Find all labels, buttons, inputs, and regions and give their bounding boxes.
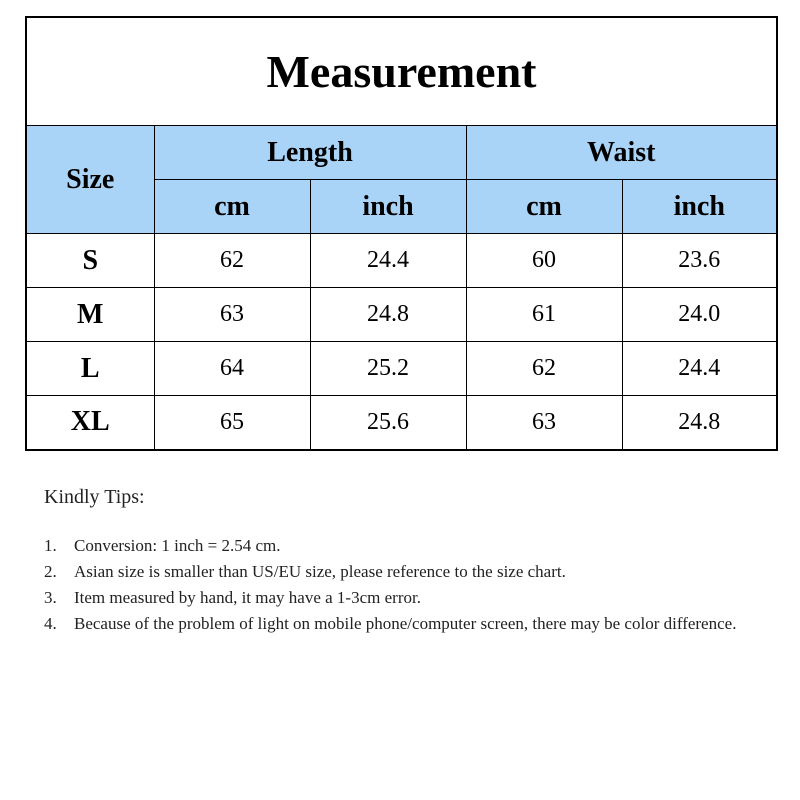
list-item (44, 585, 764, 611)
waist-group-header: Waist (466, 126, 777, 180)
list-item (44, 611, 764, 637)
length-cm-value: 64 (154, 342, 310, 396)
waist-inch-header: inch (622, 180, 777, 234)
table-title: Measurement (26, 17, 777, 126)
waist-cm-header: cm (466, 180, 622, 234)
waist-inch-value: 24.4 (622, 342, 777, 396)
tip-number: 4. (44, 614, 57, 633)
length-cm-value: 65 (154, 396, 310, 450)
length-inch-value: 25.2 (310, 342, 466, 396)
size-label: S (26, 234, 154, 288)
tip-text: Conversion: 1 inch = 2.54 cm. (74, 536, 281, 555)
waist-inch-value: 24.0 (622, 288, 777, 342)
tip-text: Item measured by hand, it may have a 1-3cm error. (74, 588, 421, 607)
kindly-tips-section (44, 486, 764, 637)
length-inch-value: 25.6 (310, 396, 466, 450)
waist-inch-value: 23.6 (622, 234, 777, 288)
length-inch-header: inch (310, 180, 466, 234)
measurement-table (25, 16, 778, 451)
length-cm-header: cm (154, 180, 310, 234)
length-group-header: Length (154, 126, 466, 180)
waist-cm-value: 62 (466, 342, 622, 396)
tip-number: 2. (44, 562, 57, 581)
tip-number: 3. (44, 588, 57, 607)
table-row (26, 288, 777, 342)
tips-list (44, 533, 764, 637)
tip-text: Asian size is smaller than US/EU size, please reference to the size chart. (74, 562, 566, 581)
size-label: L (26, 342, 154, 396)
length-cm-value: 62 (154, 234, 310, 288)
waist-cm-value: 63 (466, 396, 622, 450)
table-row (26, 396, 777, 450)
length-cm-value: 63 (154, 288, 310, 342)
waist-cm-value: 61 (466, 288, 622, 342)
size-label: M (26, 288, 154, 342)
table-row (26, 342, 777, 396)
size-label: XL (26, 396, 154, 450)
waist-inch-value: 24.8 (622, 396, 777, 450)
list-item (44, 533, 764, 559)
tip-number: 1. (44, 536, 57, 555)
tips-heading: Kindly Tips: (44, 486, 145, 508)
list-item (44, 559, 764, 585)
table-row (26, 234, 777, 288)
size-column-header: Size (26, 126, 154, 234)
waist-cm-value: 60 (466, 234, 622, 288)
length-inch-value: 24.4 (310, 234, 466, 288)
length-inch-value: 24.8 (310, 288, 466, 342)
tip-text: Because of the problem of light on mobile phone/computer screen, there may be color difference. (74, 614, 737, 633)
